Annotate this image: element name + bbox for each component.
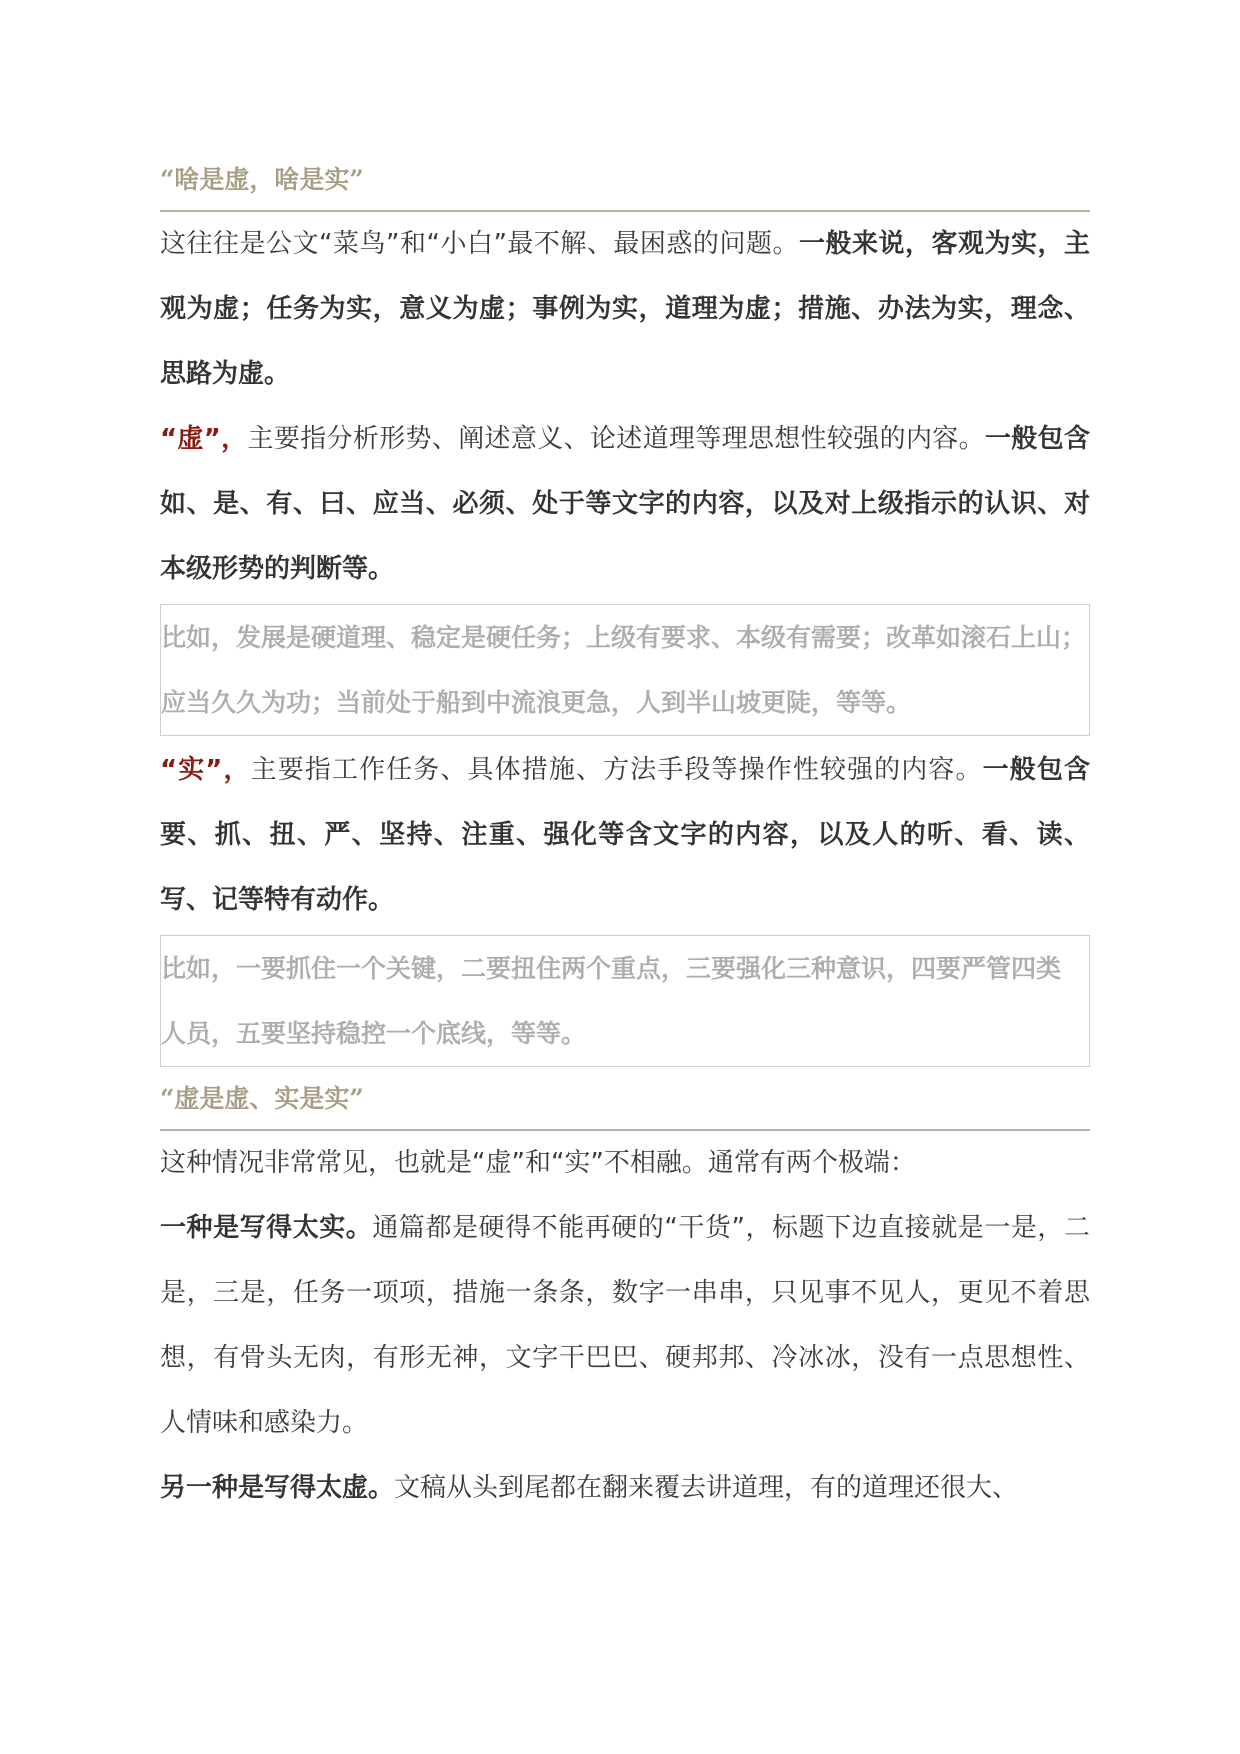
case2-paragraph (160, 1456, 1090, 1521)
xu-example-line-1: 比如，发展是硬道理、稳定是硬任务；上级有要求、本级有需要；改革如滚石上山； (161, 623, 1087, 652)
xu-plain-text: 主要指分析形势、阐述意义、论述道理等理思想性较强的内容。 (247, 424, 985, 454)
shi-example-line-1: 比如，一要抓住一个关键，二要扭住两个重点，三要强化三种意识，四要严管四类 (161, 954, 1062, 983)
intro-plain-text: 这往往是公文“菜鸟”和“小白”最不解、最困惑的问题。 (160, 229, 799, 259)
shi-label: “实”， (160, 755, 251, 785)
case2-plain-text: 文稿从头到尾都在翻来覆去讲道理，有的道理还很大、 (394, 1473, 1019, 1503)
xu-paragraph (160, 407, 1090, 602)
intro-paragraph (160, 212, 1090, 407)
xu-example-line-2: 应当久久为功；当前处于船到中流浪更急，人到半山坡更陡，等等。 (161, 688, 912, 717)
case1-bold-text: 一种是写得太实。 (160, 1213, 373, 1243)
xu-label: “虚”， (160, 424, 248, 454)
section-heading-what-is-xu-shi: “啥是虚，啥是实” (160, 150, 1090, 212)
shi-bold-text: 一般包含要、抓、扭、严、坚持、注重、强化等含文字的内容，以及人的听、看、读、写、记等特有动作。 (160, 755, 1090, 915)
shi-example-line-2: 人员，五要坚持稳控一个底线，等等。 (161, 1019, 587, 1048)
section2-intro: 这种情况非常常见，也就是“虚”和“实”不相融。通常有两个极端： (160, 1148, 916, 1178)
section-heading-xu-shi-separate: “虚是虚、实是实” (160, 1069, 1090, 1131)
document-page (160, 150, 1090, 1521)
case2-bold-text: 另一种是写得太虚。 (160, 1473, 395, 1503)
intro-bold-text: 一般来说，客观为实，主观为虚；任务为实，意义为虚；事例为实，道理为虚；措施、办法为实，理念、思路为虚。 (160, 229, 1090, 389)
shi-paragraph (160, 738, 1090, 933)
case1-paragraph (160, 1196, 1090, 1456)
shi-plain-text: 主要指工作任务、具体措施、方法手段等操作性较强的内容。 (250, 755, 983, 785)
shi-example-box (160, 935, 1090, 1067)
case1-plain-text: 通篇都是硬得不能再硬的“干货”，标题下边直接就是一是，二是，三是，任务一项项，措施一条条，数字一串串，只见事不见人，更见不着思想，有骨头无肉，有形无神，文字干巴巴、硬邦邦、冷冰冰，没有一点思想性、人情味和感染力。 (160, 1213, 1090, 1438)
xu-example-box (160, 604, 1090, 736)
xu-bold-text: 一般包含如、是、有、曰、应当、必须、处于等文字的内容，以及对上级指示的认识、对本级形势的判断等。 (160, 424, 1090, 584)
